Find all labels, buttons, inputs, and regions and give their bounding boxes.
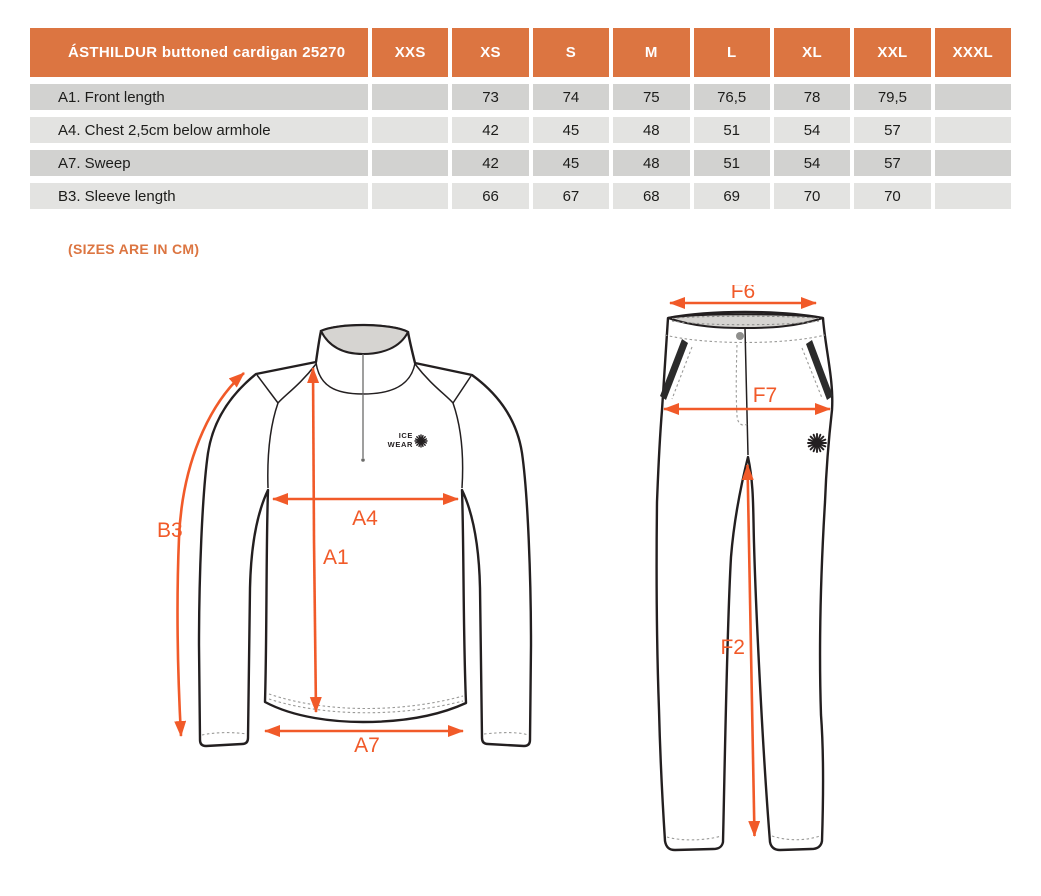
table-cell — [372, 84, 448, 110]
column-header-xl: XL — [774, 28, 850, 77]
table-cell: 51 — [694, 117, 770, 143]
table-cell: 74 — [533, 84, 609, 110]
column-header-s: S — [533, 28, 609, 77]
logo-text-line1: ICE — [398, 431, 413, 440]
snowflake-icon — [808, 434, 826, 452]
hip-label: F7 — [752, 384, 778, 407]
table-cell: 67 — [533, 183, 609, 209]
table-cell — [372, 117, 448, 143]
table-cell — [372, 183, 448, 209]
sweep-label: A7 — [354, 734, 380, 757]
table-cell — [935, 84, 1011, 110]
table-cell: 73 — [452, 84, 528, 110]
table-cell: 57 — [854, 117, 930, 143]
table-cell: 54 — [774, 117, 850, 143]
table-cell: 57 — [854, 150, 930, 176]
column-header-xxl: XXL — [854, 28, 930, 77]
inseam-label: F2 — [720, 636, 745, 659]
column-header-m: M — [613, 28, 689, 77]
table-cell: 79,5 — [854, 84, 930, 110]
logo-text-line2: WEAR — [387, 440, 413, 449]
table-cell — [935, 150, 1011, 176]
pants-outline — [657, 312, 833, 850]
table-cell: 42 — [452, 117, 528, 143]
front-length-label: A1 — [323, 546, 349, 569]
zipper-pull — [361, 458, 365, 462]
waist-button — [736, 332, 744, 340]
table-cell: 45 — [533, 117, 609, 143]
table-cell: 70 — [854, 183, 930, 209]
units-note: (SIZES ARE IN CM) — [68, 241, 200, 257]
row-label-chest: A4. Chest 2,5cm below armhole — [30, 117, 368, 143]
table-cell: 68 — [613, 183, 689, 209]
size-table — [30, 28, 1011, 209]
sleeve-length-label: B3 — [157, 519, 183, 542]
table-cell — [935, 183, 1011, 209]
table-cell: 51 — [694, 150, 770, 176]
table-cell: 78 — [774, 84, 850, 110]
row-label-sweep: A7. Sweep — [30, 150, 368, 176]
snowflake-icon — [415, 435, 427, 447]
waist-label: F6 — [730, 285, 756, 303]
column-header-xxxl: XXXL — [935, 28, 1011, 77]
table-cell: 66 — [452, 183, 528, 209]
table-cell: 48 — [613, 150, 689, 176]
table-cell: 76,5 — [694, 84, 770, 110]
table-cell: 54 — [774, 150, 850, 176]
table-cell: 45 — [533, 150, 609, 176]
column-header-xxs: XXS — [372, 28, 448, 77]
table-cell — [372, 150, 448, 176]
table-cell: 69 — [694, 183, 770, 209]
cardigan-diagram — [95, 290, 570, 770]
table-cell: 75 — [613, 84, 689, 110]
row-label-sleeve-length: B3. Sleeve length — [30, 183, 368, 209]
column-header-xs: XS — [452, 28, 528, 77]
pants-diagram — [635, 285, 925, 885]
table-cell — [935, 117, 1011, 143]
cardigan-outline — [199, 325, 531, 746]
row-label-front-length: A1. Front length — [30, 84, 368, 110]
table-cell: 48 — [613, 117, 689, 143]
table-cell: 42 — [452, 150, 528, 176]
table-title: ÁSTHILDUR buttoned cardigan 25270 — [30, 28, 368, 77]
chest-label: A4 — [352, 507, 378, 530]
table-cell: 70 — [774, 183, 850, 209]
column-header-l: L — [694, 28, 770, 77]
